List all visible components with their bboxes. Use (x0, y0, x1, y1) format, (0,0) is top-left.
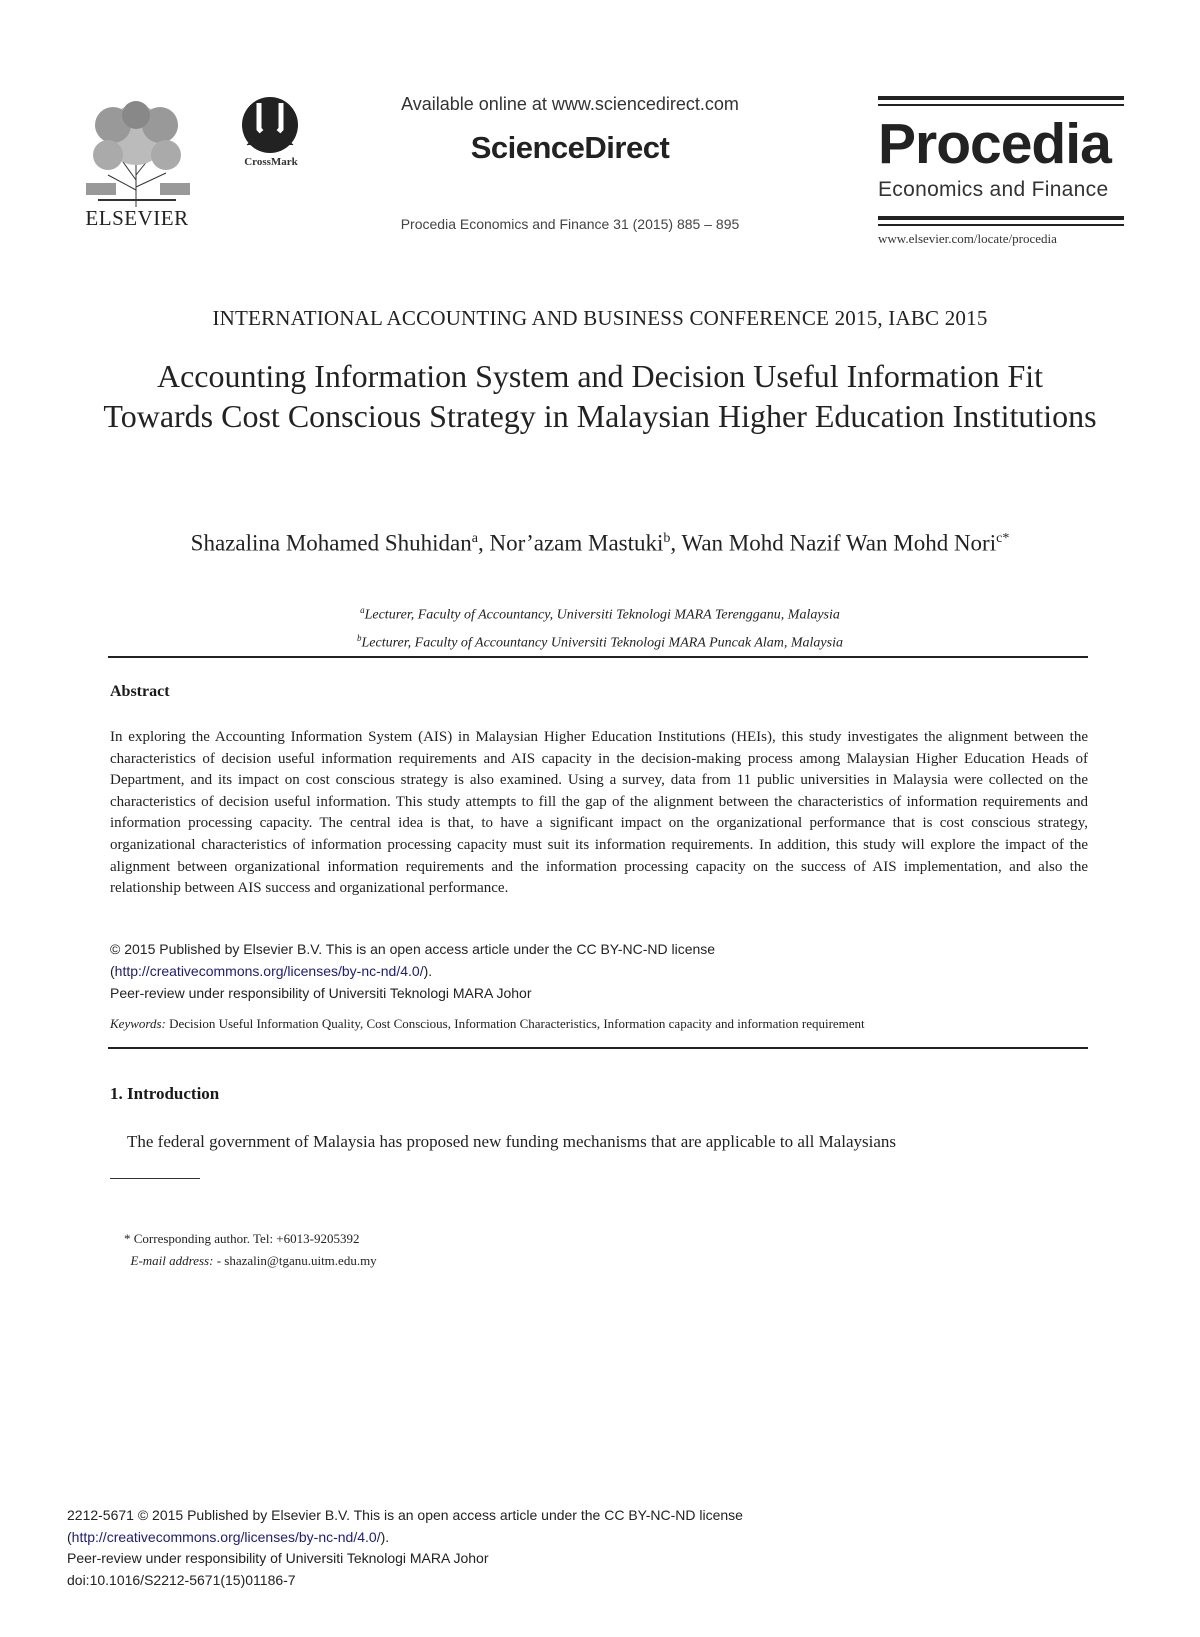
elsevier-logo-text: ELSEVIER (85, 206, 189, 230)
license-paren: ). (380, 1528, 390, 1545)
available-online-text: Available online at www.sciencedirect.com (401, 94, 739, 114)
license-link[interactable]: http://creativecommons.org/licenses/by-nc-nd/4.0/ (71, 1528, 381, 1545)
author-mark: a (471, 531, 478, 546)
introduction-text: The federal government of Malaysia has proposed new funding mechanisms that are applicable to all Malaysians (127, 1132, 897, 1151)
email-address[interactable]: - shazalin@tganu.uitm.edu.my (216, 1253, 377, 1268)
author-mark: c* (996, 531, 1010, 546)
license-line (110, 960, 1088, 982)
procedia-masthead (878, 96, 1124, 236)
keywords-line (110, 1015, 1088, 1033)
peer-review-line: Peer-review under responsibility of Universiti Teknologi MARA Johor (67, 1550, 489, 1566)
author-list (100, 524, 1100, 559)
footnote (124, 1228, 377, 1272)
journal-url-link[interactable]: www.elsevier.com/locate/procedia (878, 231, 1057, 246)
author-mark: b (663, 531, 671, 546)
author-separator: , (670, 530, 682, 556)
abstract-body: In exploring the Accounting Information System (AIS) in Malaysian Higher Education Institutions (HEIs), this study investigates the alignment between the characteristics of decision useful information requirements and AIS capacity in the decision-making process among Malaysian Higher Education Heads of Department, and its impact on cost conscious strategy is also examined. Using a survey, data from 11 public universities in Malaysia were collected on the characteristics of decision useful information. This study attempts to fill the gap of the alignment between the characteristics of information requirements and information processing capacity. The central idea is that, to have a significant impact on the organizational performance that is cost conscious strategy, organizational characteristics of information processing capacity must suit its information requirements. In addition, this study will explore the impact of the alignment between organizational information requirements and the information processing capacity on the success of AIS implementation, and also the relationship between AIS success and organizational performance. (110, 729, 1088, 897)
affiliation-text: Lecturer, Faculty of Accountancy Universiti Teknologi MARA Puncak Alam, Malaysia (361, 635, 843, 651)
license-paren: ( (67, 1528, 72, 1545)
conference-name: INTERNATIONAL ACCOUNTING AND BUSINESS CONFERENCE 2015, IABC 2015 (212, 306, 988, 330)
procedia-wordmark: Procedia (878, 112, 1111, 176)
email-label: E-mail address: (130, 1253, 214, 1268)
affiliation-item (100, 599, 1100, 627)
license-paren: ( (110, 963, 115, 979)
affiliation-item (100, 627, 1100, 655)
license-line (67, 1527, 967, 1549)
license-link[interactable]: http://creativecommons.org/licenses/by-nc-nd/4.0/ (114, 963, 424, 979)
section-divider (108, 1047, 1088, 1049)
license-paren: ). (423, 963, 433, 979)
masthead-rule (878, 224, 1124, 226)
paper-title: Accounting Information System and Decision Useful Information Fit Towards Cost Conscious Strategy in Malaysian Higher Education Institutions (103, 358, 1097, 434)
footnote-divider (110, 1178, 200, 1179)
email-line (124, 1250, 377, 1272)
author-separator: , (477, 530, 490, 556)
abstract-copyright (110, 938, 1088, 1004)
affiliation-mark: a (360, 605, 365, 615)
masthead-rule (878, 104, 1124, 106)
crossmark-label: CrossMark (244, 156, 298, 168)
affiliation-mark: b (357, 632, 362, 643)
section-divider (108, 656, 1088, 658)
masthead-rule (878, 216, 1124, 220)
procedia-subtitle: Economics and Finance (878, 178, 1109, 201)
copyright-line: © 2015 Published by Elsevier B.V. This is an open access article under the CC BY-NC-ND license (110, 941, 716, 957)
sciencedirect-wordmark: ScienceDirect (470, 130, 670, 165)
abstract-heading: Abstract (110, 683, 170, 700)
doi-line[interactable]: doi:10.1016/S2212-5671(15)01186-7 (67, 1571, 296, 1588)
introduction-heading: 1. Introduction (110, 1084, 220, 1103)
author-name: Nor’azam Mastuki (489, 530, 664, 556)
issn-line: 2212-5671 © 2015 Published by Elsevier B.V. This is an open access article under the CC BY-NC-ND license (67, 1507, 743, 1523)
masthead-rule (878, 96, 1124, 100)
journal-citation: Procedia Economics and Finance 31 (2015) 885 – 895 (400, 216, 740, 232)
affiliation-text: Lecturer, Faculty of Accountancy, Universiti Teknologi MARA Terengganu, Malaysia (364, 607, 840, 623)
keywords-label: Keywords: (110, 1016, 166, 1031)
keywords-text: Decision Useful Information Quality, Cost Conscious, Information Characteristics, Information capacity and information requirement (169, 1016, 865, 1031)
page-footer (67, 1505, 967, 1591)
author-name: Shazalina Mohamed Shuhidan (190, 530, 472, 556)
corresponding-author: * Corresponding author. Tel: +6013-9205392 (124, 1231, 360, 1246)
peer-review-line: Peer-review under responsibility of Universiti Teknologi MARA Johor (110, 985, 532, 1001)
author-name: Wan Mohd Nazif Wan Mohd Nori (681, 530, 997, 556)
affiliation-list (100, 599, 1100, 654)
